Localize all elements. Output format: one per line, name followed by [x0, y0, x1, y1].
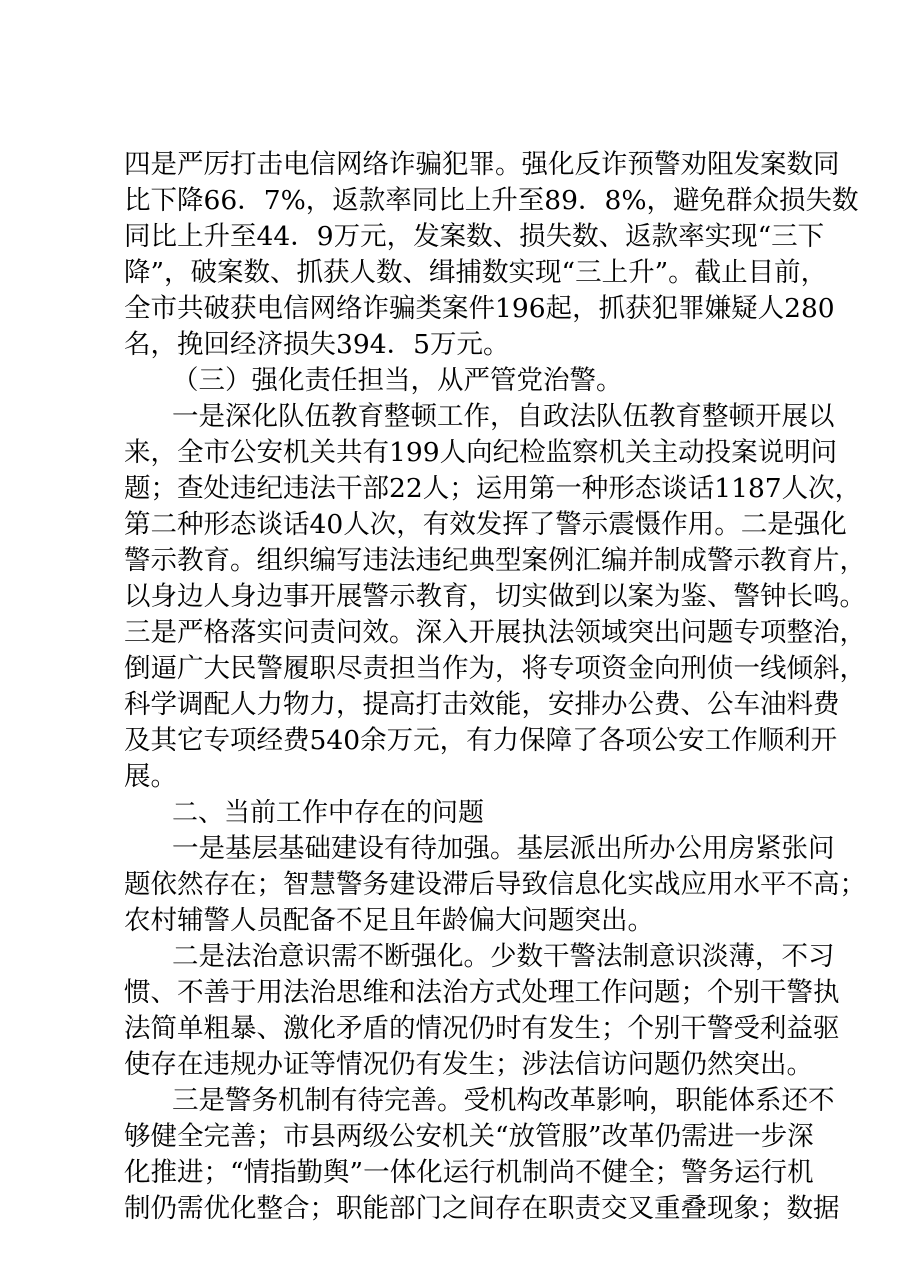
- text-line: 来，全市公安机关共有199人向纪检监察机关主动投案说明问: [124, 437, 838, 468]
- text-line: 科学调配人力物力，提高打击效能，安排办公费、公车油料费: [124, 689, 840, 720]
- text-line: 及其它专项经费540余万元，有力保障了各项公安工作顺利开: [124, 725, 838, 756]
- text-line: 四是严厉打击电信网络诈骗犯罪。强化反诈预警劝阻发案数同: [124, 149, 840, 180]
- text-line: 名，挽回经济损失394．5万元。: [124, 329, 510, 360]
- section-heading-problems: 二、当前工作中存在的问题: [172, 798, 485, 828]
- text-line: 警示教育。组织编写违法违纪典型案例汇编并制成警示教育片，: [124, 545, 866, 576]
- text-line: 以身边人身边事开展警示教育，切实做到以案为鉴、警钟长鸣。: [124, 581, 866, 612]
- text-line: 法简单粗暴、激化矛盾的情况仍时有发生；个别干警受利益驱: [124, 1013, 840, 1044]
- text-line: 惯、不善于用法治思维和法治方式处理工作问题；个别干警执: [124, 977, 840, 1008]
- text-line: 制仍需优化整合；职能部门之间存在职责交叉重叠现象；数据: [124, 1193, 840, 1224]
- text-line: 比下降66．7%，返款率同比上升至89．8%，避免群众损失数: [124, 185, 859, 216]
- text-line: 使存在违规办证等情况仍有发生；涉法信访问题仍然突出。: [124, 1049, 813, 1080]
- text-line: 同比上升至44．9万元，发案数、损失数、返款率实现“三下: [124, 221, 825, 252]
- text-line: 题依然存在；智慧警务建设滞后导致信息化实战应用水平不高；: [124, 869, 866, 900]
- text-line: 一是基层基础建设有待加强。基层派出所办公用房紧张问: [172, 833, 835, 864]
- text-line: 倒逼广大民警履职尽责担当作为，将专项资金向刑侦一线倾斜，: [124, 653, 866, 684]
- text-line: 化推进；“情指勤舆”一体化运行机制尚不健全；警务运行机: [124, 1157, 814, 1188]
- subheading-responsibility: （三）强化责任担当，从严管党治警。: [172, 365, 623, 396]
- text-line: 三是严格落实问责问效。深入开展执法领域突出问题专项整治，: [124, 617, 866, 648]
- text-line: 二是法治意识需不断强化。少数干警法制意识淡薄，不习: [172, 941, 835, 972]
- text-line: 三是警务机制有待完善。受机构改革影响，职能体系还不: [172, 1085, 835, 1116]
- text-line: 展。: [124, 761, 177, 792]
- text-line: 题；查处违纪违法干部22人；运用第一种形态谈话1187人次，: [124, 473, 862, 504]
- text-line: 够健全完善；市县两级公安机关“放管服”改革仍需进一步深: [124, 1121, 814, 1152]
- text-line: 农村辅警人员配备不足且年龄偏大问题突出。: [124, 905, 654, 936]
- text-line: 第二种形态谈话40人次，有效发挥了警示震慑作用。二是强化: [124, 509, 847, 540]
- text-line: 一是深化队伍教育整顿工作，自政法队伍教育整顿开展以: [172, 401, 835, 432]
- text-line: 全市共破获电信网络诈骗类案件196起，抓获犯罪嫌疑人280: [124, 293, 835, 324]
- text-line: 降”，破案数、抓获人数、缉捕数实现“三上升”。截止目前，: [124, 257, 828, 288]
